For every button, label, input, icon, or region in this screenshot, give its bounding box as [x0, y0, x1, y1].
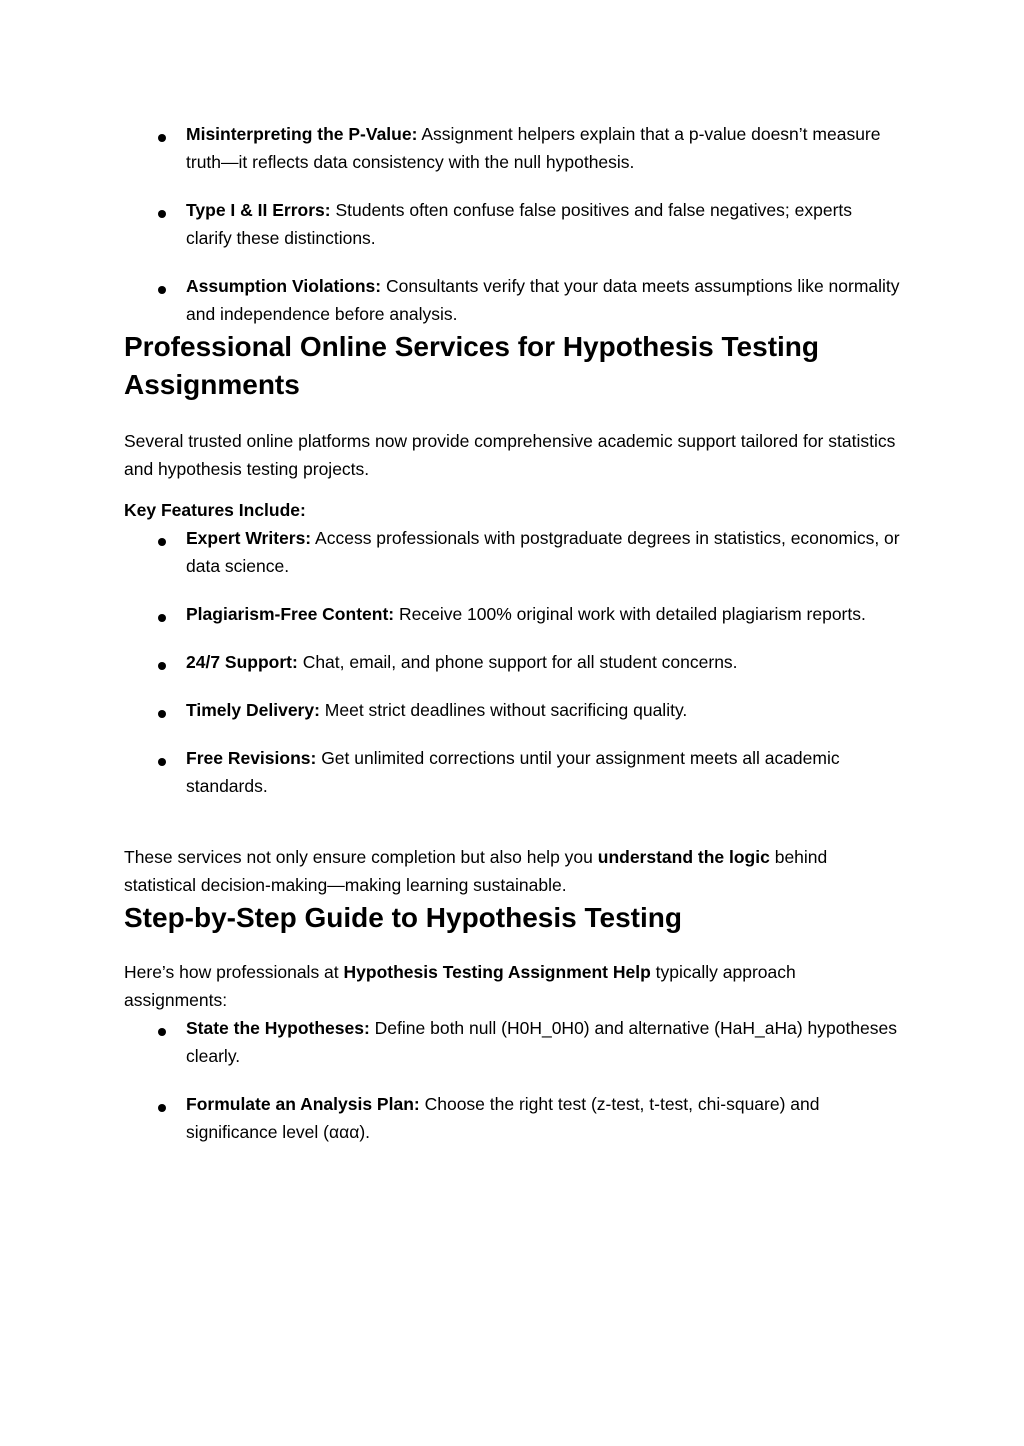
list-item-type-errors [124, 196, 900, 252]
outro-text-before: These services not only ensure completion but also help you [124, 847, 598, 867]
list-item-label: Timely Delivery: [186, 700, 320, 720]
paragraph-services-outro [124, 843, 900, 899]
list-item-label: Expert Writers: [186, 528, 312, 548]
guide-intro-bold: Hypothesis Testing Assignment Help [343, 962, 651, 982]
section-heading-step-guide: Step-by-Step Guide to Hypothesis Testing [124, 902, 682, 933]
key-features-label: Key Features Include: [124, 500, 306, 520]
pitfalls-list [124, 120, 900, 328]
list-item-misinterpreting-p-value [124, 120, 900, 176]
paragraph-guide-intro [124, 958, 900, 1014]
list-item-label: State the Hypotheses: [186, 1018, 370, 1038]
list-item-state-hypotheses [124, 1014, 900, 1070]
list-item-expert-writers [124, 524, 900, 580]
list-item-timely-delivery [124, 696, 900, 724]
steps-list [124, 1014, 900, 1146]
guide-intro-before: Here’s how professionals at [124, 962, 344, 982]
list-item-label: Type I & II Errors: [186, 200, 331, 220]
bullet-icon [158, 210, 166, 218]
guide-intro-after: typically approach assignments: [124, 962, 796, 1010]
bullet-icon [158, 614, 166, 622]
list-item-label: Misinterpreting the P-Value: [186, 124, 418, 144]
list-item-text: Students often confuse false positives and false negatives; experts clarify these distinctions. [186, 200, 853, 248]
bullet-icon [158, 662, 166, 670]
features-list [124, 524, 900, 800]
bullet-icon [158, 758, 166, 766]
bullet-icon [158, 710, 166, 718]
outro-text-after: behind statistical decision-making—making learning sustainable. [124, 847, 828, 895]
list-item-label: 24/7 Support: [186, 652, 298, 672]
list-item-text: Consultants verify that your data meets assumptions like normality and independence before analysis. [186, 276, 900, 324]
list-item-label: Plagiarism-Free Content: [186, 604, 395, 624]
list-item-support [124, 648, 900, 676]
bullet-icon [158, 1104, 166, 1112]
list-item-assumption-violations [124, 272, 900, 328]
bullet-icon [158, 286, 166, 294]
outro-text-bold: understand the logic [597, 847, 770, 867]
list-item-text: Chat, email, and phone support for all student concerns. [297, 652, 738, 672]
list-item-text: Access professionals with postgraduate degrees in statistics, economics, or data science. [186, 528, 900, 576]
list-item-formulate-plan [124, 1090, 900, 1146]
list-item-text: Assignment helpers explain that a p-value doesn’t measure truth—it reflects data consistency with the null hypothesis. [186, 124, 881, 172]
list-item-label: Free Revisions: [186, 748, 317, 768]
paragraph-services-intro: Several trusted online platforms now provide comprehensive academic support tailored for statistics and hypothesis testing projects. [124, 431, 896, 479]
list-item-text: Define both null (H0H_0H0) and alternative (HaH_aHa) hypotheses clearly. [186, 1018, 898, 1066]
bullet-icon [158, 134, 166, 142]
bullet-icon [158, 538, 166, 546]
list-item-text: Receive 100% original work with detailed plagiarism reports. [394, 604, 866, 624]
list-item-text: Choose the right test (z-test, t-test, chi-square) and significance level (ααα). [186, 1094, 820, 1142]
section-heading-professional-services: Professional Online Services for Hypothesis Testing Assignments [124, 331, 820, 400]
list-item-text: Meet strict deadlines without sacrificing quality. [319, 700, 688, 720]
list-item-plagiarism-free [124, 600, 900, 628]
list-item-text: Get unlimited corrections until your assignment meets all academic standards. [186, 748, 840, 796]
list-item-label: Assumption Violations: [186, 276, 382, 296]
bullet-icon [158, 1028, 166, 1036]
list-item-free-revisions [124, 744, 900, 800]
list-item-label: Formulate an Analysis Plan: [186, 1094, 420, 1114]
